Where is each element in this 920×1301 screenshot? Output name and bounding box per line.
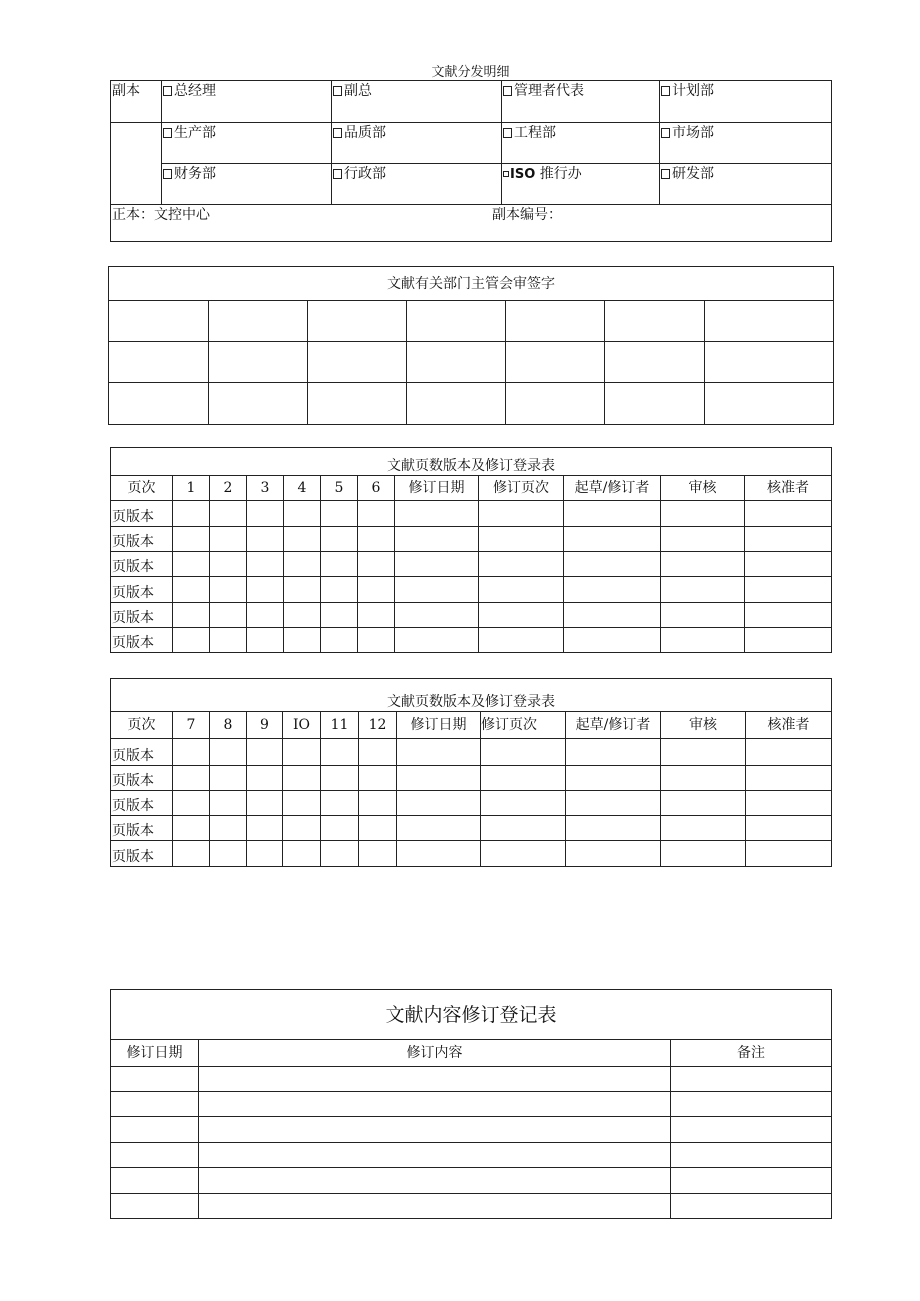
remarks-cell[interactable] <box>671 1168 832 1194</box>
entry-cell[interactable] <box>210 603 247 628</box>
entry-cell[interactable] <box>173 603 210 628</box>
entry-cell[interactable] <box>481 841 566 867</box>
version-table-2 <box>110 678 832 867</box>
entry-cell[interactable] <box>564 577 661 603</box>
header-drafter: 起草/修订者 <box>564 476 661 501</box>
entry-cell[interactable] <box>321 527 358 552</box>
revision-date-cell[interactable] <box>111 1168 199 1194</box>
entry-cell[interactable] <box>247 527 284 552</box>
revision-content-cell[interactable] <box>199 1092 671 1117</box>
entry-cell[interactable] <box>321 766 359 791</box>
entry-cell[interactable] <box>247 841 283 867</box>
header-revision-date: 修订日期 <box>111 1040 199 1067</box>
revision-date-cell[interactable] <box>111 1067 199 1092</box>
header-page-num: 4 <box>284 476 321 501</box>
row-label-page-version: 页版本 <box>111 628 173 653</box>
remarks-cell[interactable] <box>671 1194 832 1219</box>
entry-cell[interactable] <box>661 527 745 552</box>
dist-option-engineering[interactable]: 工程部 <box>502 123 660 164</box>
version-table-1-rows <box>111 501 832 653</box>
entry-cell[interactable] <box>481 766 566 791</box>
table-row <box>111 527 832 552</box>
row-label-page-version: 页版本 <box>111 577 173 603</box>
signature-cell[interactable] <box>705 342 834 383</box>
row-label-page-version: 页版本 <box>111 603 173 628</box>
table-row <box>111 603 832 628</box>
entry-cell[interactable] <box>661 501 745 527</box>
entry-cell[interactable] <box>359 766 397 791</box>
entry-cell[interactable] <box>284 577 321 603</box>
entry-cell[interactable] <box>359 739 397 766</box>
entry-cell[interactable] <box>479 501 564 527</box>
signature-table <box>108 266 834 425</box>
header-revision-page: 修订页次 <box>481 712 566 739</box>
entry-cell[interactable] <box>210 841 247 867</box>
entry-cell[interactable] <box>481 739 566 766</box>
checkbox-icon[interactable] <box>661 128 670 138</box>
row-label-page-version: 页版本 <box>111 739 173 766</box>
entry-cell[interactable] <box>247 577 284 603</box>
entry-cell[interactable] <box>661 816 746 841</box>
entry-cell[interactable] <box>358 501 395 527</box>
entry-cell[interactable] <box>564 501 661 527</box>
entry-cell[interactable] <box>173 766 210 791</box>
checkbox-icon[interactable] <box>163 86 172 96</box>
signature-title: 文献有关部门主管会审签字 <box>109 267 834 301</box>
entry-cell[interactable] <box>661 841 746 867</box>
entry-cell[interactable] <box>745 628 832 653</box>
dist-option-marketing[interactable]: 市场部 <box>660 123 832 164</box>
entry-cell[interactable] <box>210 577 247 603</box>
dist-option-rnd[interactable]: 研发部 <box>660 164 832 205</box>
entry-cell[interactable] <box>247 501 284 527</box>
entry-cell[interactable] <box>173 501 210 527</box>
entry-cell[interactable] <box>173 577 210 603</box>
entry-cell[interactable] <box>395 552 479 577</box>
entry-cell[interactable] <box>745 501 832 527</box>
header-page-num: 8 <box>210 712 247 739</box>
entry-cell[interactable] <box>479 552 564 577</box>
table-row <box>111 766 832 791</box>
revision-date-cell[interactable] <box>111 1092 199 1117</box>
copy-label-spacer <box>111 123 162 205</box>
entry-cell[interactable] <box>321 603 358 628</box>
entry-cell[interactable] <box>661 552 745 577</box>
entry-cell[interactable] <box>397 766 481 791</box>
signature-cell[interactable] <box>506 383 605 425</box>
table-row <box>111 739 832 766</box>
entry-cell[interactable] <box>397 791 481 816</box>
entry-cell[interactable] <box>210 791 247 816</box>
table-row <box>111 816 832 841</box>
signature-cell[interactable] <box>209 342 308 383</box>
signature-cell[interactable] <box>407 383 506 425</box>
entry-cell[interactable] <box>566 766 661 791</box>
entry-cell[interactable] <box>247 628 284 653</box>
entry-cell[interactable] <box>173 791 210 816</box>
version-table-1 <box>110 447 832 653</box>
entry-cell[interactable] <box>746 739 832 766</box>
entry-cell[interactable] <box>284 501 321 527</box>
entry-cell[interactable] <box>284 527 321 552</box>
entry-cell[interactable] <box>564 527 661 552</box>
entry-cell[interactable] <box>566 739 661 766</box>
row-label-page-version: 页版本 <box>111 552 173 577</box>
entry-cell[interactable] <box>283 791 321 816</box>
header-revision-date: 修订日期 <box>395 476 479 501</box>
row-label-page-version: 页版本 <box>111 841 173 867</box>
header-revision-content: 修订内容 <box>199 1040 671 1067</box>
header-page-num: 2 <box>210 476 247 501</box>
entry-cell[interactable] <box>173 628 210 653</box>
entry-cell[interactable] <box>479 527 564 552</box>
checkbox-icon[interactable] <box>333 86 342 96</box>
entry-cell[interactable] <box>321 501 358 527</box>
header-page-num: 6 <box>358 476 395 501</box>
content-revision-table <box>110 989 832 1219</box>
row-label-page-version: 页版本 <box>111 527 173 552</box>
entry-cell[interactable] <box>358 527 395 552</box>
entry-cell[interactable] <box>247 603 284 628</box>
table-row <box>111 501 832 527</box>
signature-cell[interactable] <box>605 301 705 342</box>
entry-cell[interactable] <box>210 766 247 791</box>
entry-cell[interactable] <box>284 603 321 628</box>
signature-cell[interactable] <box>308 342 407 383</box>
entry-cell[interactable] <box>566 841 661 867</box>
distribution-title: 文献分发明细 <box>431 65 510 80</box>
entry-cell[interactable] <box>173 816 210 841</box>
header-page-num: IO <box>283 712 321 739</box>
entry-cell[interactable] <box>321 816 359 841</box>
row-label-page-version: 页版本 <box>111 791 173 816</box>
header-reviewer: 审核 <box>661 476 745 501</box>
original-label: 正本：文控中心 <box>112 207 210 223</box>
entry-cell[interactable] <box>247 552 284 577</box>
entry-cell[interactable] <box>397 841 481 867</box>
entry-cell[interactable] <box>745 552 832 577</box>
entry-cell[interactable] <box>321 577 358 603</box>
entry-cell[interactable] <box>746 791 832 816</box>
entry-cell[interactable] <box>745 577 832 603</box>
entry-cell[interactable] <box>479 577 564 603</box>
content-revision-title: 文献内容修订登记表 <box>111 990 832 1040</box>
signature-cell[interactable] <box>109 301 209 342</box>
header-drafter: 起草/修订者 <box>566 712 661 739</box>
entry-cell[interactable] <box>661 739 746 766</box>
dist-option-finance[interactable]: 财务部 <box>162 164 332 205</box>
header-page: 页次 <box>111 476 173 501</box>
entry-cell[interactable] <box>661 766 746 791</box>
version-table-1-title: 文献页数版本及修订登录表 <box>111 448 832 476</box>
header-approver: 核准者 <box>745 476 832 501</box>
revision-content-cell[interactable] <box>199 1117 671 1143</box>
entry-cell[interactable] <box>479 603 564 628</box>
header-page-num: 9 <box>247 712 283 739</box>
remarks-cell[interactable] <box>671 1067 832 1092</box>
dist-option-general-manager[interactable]: 总经理 <box>162 81 332 123</box>
entry-cell[interactable] <box>395 603 479 628</box>
header-revision-date: 修订日期 <box>397 712 481 739</box>
header-page-num: 11 <box>321 712 359 739</box>
header-reviewer: 审核 <box>661 712 746 739</box>
row-label-page-version: 页版本 <box>111 766 173 791</box>
row-label-page-version: 页版本 <box>111 816 173 841</box>
copy-label: 副本 <box>111 81 162 123</box>
signature-cell[interactable] <box>605 342 705 383</box>
header-page-num: 3 <box>247 476 284 501</box>
entry-cell[interactable] <box>210 816 247 841</box>
header-page-num: 7 <box>173 712 210 739</box>
revision-content-cell[interactable] <box>199 1067 671 1092</box>
entry-cell[interactable] <box>210 739 247 766</box>
table-row <box>111 628 832 653</box>
remarks-cell[interactable] <box>671 1143 832 1168</box>
entry-cell[interactable] <box>358 628 395 653</box>
entry-cell[interactable] <box>173 739 210 766</box>
entry-cell[interactable] <box>564 552 661 577</box>
entry-cell[interactable] <box>479 628 564 653</box>
revision-date-cell[interactable] <box>111 1143 199 1168</box>
entry-cell[interactable] <box>397 816 481 841</box>
entry-cell[interactable] <box>210 527 247 552</box>
checkbox-icon[interactable] <box>163 128 172 138</box>
header-revision-page: 修订页次 <box>479 476 564 501</box>
entry-cell[interactable] <box>210 628 247 653</box>
entry-cell[interactable] <box>661 603 745 628</box>
entry-cell[interactable] <box>481 791 566 816</box>
entry-cell[interactable] <box>481 816 566 841</box>
entry-cell[interactable] <box>566 816 661 841</box>
entry-cell[interactable] <box>173 527 210 552</box>
entry-cell[interactable] <box>564 603 661 628</box>
dist-option-iso-office[interactable]: ISO 推行办 <box>502 164 660 205</box>
entry-cell[interactable] <box>321 552 358 577</box>
checkbox-icon[interactable] <box>333 128 342 138</box>
entry-cell[interactable] <box>358 577 395 603</box>
copy-number-label: 副本编号： <box>492 207 562 223</box>
entry-cell[interactable] <box>321 841 359 867</box>
checkbox-icon[interactable] <box>503 86 512 96</box>
dist-option-planning[interactable]: 计划部 <box>660 81 832 123</box>
entry-cell[interactable] <box>746 766 832 791</box>
entry-cell[interactable] <box>210 501 247 527</box>
entry-cell[interactable] <box>321 739 359 766</box>
entry-cell[interactable] <box>283 766 321 791</box>
signature-cell[interactable] <box>705 301 834 342</box>
header-page: 页次 <box>111 712 173 739</box>
header-page-num: 1 <box>173 476 210 501</box>
entry-cell[interactable] <box>745 603 832 628</box>
entry-cell[interactable] <box>247 766 283 791</box>
entry-cell[interactable] <box>746 816 832 841</box>
signature-cell[interactable] <box>308 383 407 425</box>
signature-cell[interactable] <box>705 383 834 425</box>
dist-option-quality[interactable]: 品质部 <box>332 123 502 164</box>
revision-date-cell[interactable] <box>111 1194 199 1219</box>
revision-content-cell[interactable] <box>199 1143 671 1168</box>
revision-date-cell[interactable] <box>111 1117 199 1143</box>
header-page-num: 12 <box>359 712 397 739</box>
entry-cell[interactable] <box>395 501 479 527</box>
entry-cell[interactable] <box>746 841 832 867</box>
dist-option-deputy[interactable]: 副总 <box>332 81 502 123</box>
entry-cell[interactable] <box>397 739 481 766</box>
entry-cell[interactable] <box>283 841 321 867</box>
entry-cell[interactable] <box>564 628 661 653</box>
entry-cell[interactable] <box>359 841 397 867</box>
signature-cell[interactable] <box>506 301 605 342</box>
entry-cell[interactable] <box>247 816 283 841</box>
table-row <box>111 577 832 603</box>
header-page-num: 5 <box>321 476 358 501</box>
entry-cell[interactable] <box>661 791 746 816</box>
entry-cell[interactable] <box>358 552 395 577</box>
entry-cell[interactable] <box>395 628 479 653</box>
table-row <box>111 552 832 577</box>
entry-cell[interactable] <box>284 552 321 577</box>
checkbox-icon[interactable] <box>163 169 172 179</box>
entry-cell[interactable] <box>284 628 321 653</box>
signature-cell[interactable] <box>506 342 605 383</box>
header-approver: 核准者 <box>746 712 832 739</box>
entry-cell[interactable] <box>247 791 283 816</box>
entry-cell[interactable] <box>745 527 832 552</box>
checkbox-icon[interactable] <box>503 171 509 177</box>
entry-cell[interactable] <box>321 628 358 653</box>
entry-cell[interactable] <box>283 816 321 841</box>
checkbox-icon[interactable] <box>661 169 670 179</box>
original-copy-row <box>111 205 832 242</box>
entry-cell[interactable] <box>321 791 359 816</box>
entry-cell[interactable] <box>210 552 247 577</box>
entry-cell[interactable] <box>359 791 397 816</box>
entry-cell[interactable] <box>359 816 397 841</box>
checkbox-icon[interactable] <box>661 86 670 96</box>
table-row <box>111 841 832 867</box>
entry-cell[interactable] <box>173 552 210 577</box>
version-table-2-title: 文献页数版本及修订登录表 <box>111 679 832 712</box>
table-row <box>111 791 832 816</box>
entry-cell[interactable] <box>566 791 661 816</box>
header-remarks: 备注 <box>671 1040 832 1067</box>
signature-cell[interactable] <box>109 342 209 383</box>
signature-cell[interactable] <box>605 383 705 425</box>
version-table-2-rows <box>111 739 832 867</box>
signature-cell[interactable] <box>109 383 209 425</box>
dist-option-admin[interactable]: 行政部 <box>332 164 502 205</box>
revision-content-cell[interactable] <box>199 1194 671 1219</box>
signature-cell[interactable] <box>209 301 308 342</box>
row-label-page-version: 页版本 <box>111 501 173 527</box>
entry-cell[interactable] <box>661 577 745 603</box>
remarks-cell[interactable] <box>671 1092 832 1117</box>
checkbox-icon[interactable] <box>503 128 512 138</box>
signature-cell[interactable] <box>308 301 407 342</box>
dist-option-production[interactable]: 生产部 <box>162 123 332 164</box>
entry-cell[interactable] <box>395 577 479 603</box>
dist-option-mgmt-rep[interactable]: 管理者代表 <box>502 81 660 123</box>
remarks-cell[interactable] <box>671 1117 832 1143</box>
entry-cell[interactable] <box>283 739 321 766</box>
signature-cell[interactable] <box>407 342 506 383</box>
entry-cell[interactable] <box>173 841 210 867</box>
checkbox-icon[interactable] <box>333 169 342 179</box>
signature-cell[interactable] <box>209 383 308 425</box>
distribution-table <box>110 80 832 242</box>
entry-cell[interactable] <box>247 739 283 766</box>
entry-cell[interactable] <box>661 628 745 653</box>
entry-cell[interactable] <box>358 603 395 628</box>
entry-cell[interactable] <box>395 527 479 552</box>
revision-content-cell[interactable] <box>199 1168 671 1194</box>
signature-cell[interactable] <box>407 301 506 342</box>
